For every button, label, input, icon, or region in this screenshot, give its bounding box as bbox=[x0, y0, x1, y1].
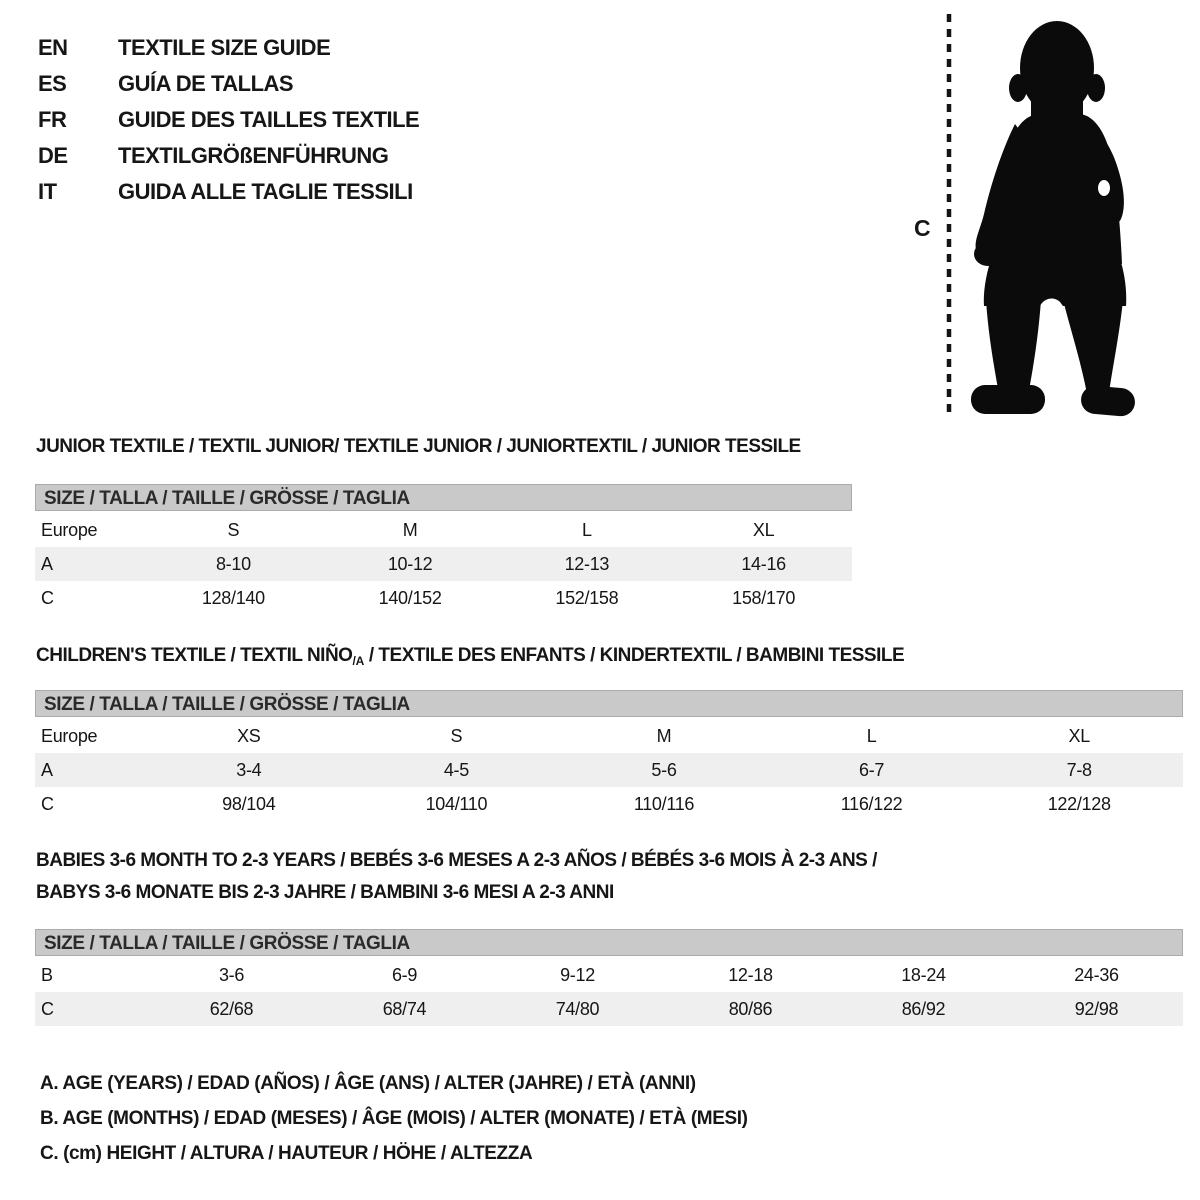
language-row-de bbox=[38, 138, 419, 174]
table-cell: 9-12 bbox=[560, 964, 595, 985]
table-cell: 140/152 bbox=[378, 587, 442, 608]
table-cell: 12-13 bbox=[564, 553, 610, 574]
table-cell: 92/98 bbox=[1074, 998, 1119, 1019]
table-cell: 24-36 bbox=[1074, 964, 1119, 985]
table-cell: 4-5 bbox=[443, 759, 469, 780]
row-label: Europe bbox=[41, 519, 98, 540]
table-cell: 3-4 bbox=[236, 759, 262, 780]
guide-title-es: GUÍA DE TALLAS bbox=[118, 71, 294, 96]
table-cell: 8-10 bbox=[215, 553, 251, 574]
section-title-text: / TEXTILE DES ENFANTS / KINDERTEXTIL / BAMBINI TESSILE bbox=[364, 645, 905, 666]
guide-title-fr: GUIDE DES TAILLES TEXTILE bbox=[118, 107, 420, 132]
table-cell: 104/110 bbox=[425, 793, 488, 814]
table-cell: 7-8 bbox=[1066, 759, 1092, 780]
row-label: B bbox=[41, 964, 53, 985]
table-cell: 6-9 bbox=[391, 964, 418, 985]
table-cell: M bbox=[402, 519, 418, 540]
row-label: Europe bbox=[41, 725, 98, 746]
height-dashed-line bbox=[945, 14, 953, 416]
table-cell: 62/68 bbox=[209, 998, 254, 1019]
language-row-es bbox=[38, 66, 419, 102]
toddler-silhouette-icon bbox=[963, 16, 1138, 421]
table-row-height bbox=[35, 581, 852, 615]
language-code: ES bbox=[38, 71, 67, 96]
section-title-junior bbox=[36, 431, 801, 463]
language-code: DE bbox=[38, 143, 68, 168]
table-cell: 18-24 bbox=[901, 964, 946, 985]
section-title-text: CHILDREN'S TEXTILE / TEXTIL NIÑO bbox=[36, 645, 353, 666]
table-cell: 74/80 bbox=[555, 998, 600, 1019]
table-cell: 158/170 bbox=[732, 587, 796, 608]
size-header-text: SIZE / TALLA / TAILLE / GRÖSSE / TAGLIA bbox=[44, 694, 410, 715]
language-row-fr bbox=[38, 102, 419, 138]
row-label: C bbox=[41, 793, 54, 814]
row-label: C bbox=[41, 587, 54, 608]
language-code: FR bbox=[38, 107, 67, 132]
language-code: EN bbox=[38, 35, 68, 60]
row-label: C bbox=[41, 998, 54, 1019]
size-header-bar-children bbox=[35, 690, 1183, 717]
height-measure-c-label: C bbox=[914, 215, 931, 241]
guide-title-it: GUIDA ALLE TAGLIE TESSILI bbox=[118, 179, 413, 204]
size-header-bar-junior bbox=[35, 484, 852, 511]
table-cell: M bbox=[656, 725, 672, 746]
row-label: A bbox=[41, 759, 53, 780]
size-header-text: SIZE / TALLA / TAILLE / GRÖSSE / TAGLIA bbox=[44, 488, 410, 509]
table-cell: L bbox=[582, 519, 592, 540]
language-title-list bbox=[38, 30, 419, 210]
table-row-europe bbox=[35, 719, 1183, 753]
table-cell: 128/140 bbox=[201, 587, 265, 608]
section-title-babies bbox=[36, 845, 877, 909]
table-row-height bbox=[35, 787, 1183, 821]
section-title-text: BABIES 3-6 MONTH TO 2-3 YEARS / BEBÉS 3-6 MESES A 2-3 AÑOS / BÉBÉS 3-6 MOIS À 2-3 ANS / bbox=[36, 850, 877, 871]
table-cell: 80/86 bbox=[728, 998, 773, 1019]
row-label: A bbox=[41, 553, 53, 574]
table-cell: 3-6 bbox=[218, 964, 245, 985]
table-cell: 110/116 bbox=[633, 793, 695, 814]
table-row-age bbox=[35, 753, 1183, 787]
language-code: IT bbox=[38, 179, 57, 204]
table-cell: XL bbox=[752, 519, 775, 540]
table-cell: 68/74 bbox=[382, 998, 427, 1019]
section-title-children bbox=[36, 640, 904, 673]
size-header-text: SIZE / TALLA / TAILLE / GRÖSSE / TAGLIA bbox=[44, 933, 410, 954]
table-row-age bbox=[35, 547, 852, 581]
legend-line-a: A. AGE (YEARS) / EDAD (AÑOS) / ÂGE (ANS) / ALTER (JAHRE) / ETÀ (ANNI) bbox=[40, 1073, 696, 1094]
legend-line-c: C. (cm) HEIGHT / ALTURA / HAUTEUR / HÖHE / ALTEZZA bbox=[40, 1143, 533, 1164]
size-header-bar-babies bbox=[35, 929, 1183, 956]
guide-title-en: TEXTILE SIZE GUIDE bbox=[118, 35, 331, 60]
table-cell: 86/92 bbox=[901, 998, 946, 1019]
table-cell: 122/128 bbox=[1047, 793, 1111, 814]
language-row-it bbox=[38, 174, 419, 210]
section-title-subscript: /A bbox=[352, 654, 365, 668]
measurement-legend bbox=[40, 1066, 748, 1171]
legend-line-b: B. AGE (MONTHS) / EDAD (MESES) / ÂGE (MOIS) / ALTER (MONATE) / ETÀ (MESI) bbox=[40, 1108, 748, 1129]
table-cell: 12-18 bbox=[728, 964, 773, 985]
table-cell: S bbox=[227, 519, 240, 540]
guide-title-de: TEXTILGRÖßENFÜHRUNG bbox=[118, 143, 389, 168]
table-cell: XS bbox=[237, 725, 261, 746]
size-table-children bbox=[35, 719, 1183, 821]
table-cell: XL bbox=[1068, 725, 1090, 746]
table-cell: 10-12 bbox=[387, 553, 433, 574]
table-cell: 6-7 bbox=[859, 759, 885, 780]
language-row-en bbox=[38, 30, 419, 66]
section-title-text: BABYS 3-6 MONATE BIS 2-3 JAHRE / BAMBINI 3-6 MESI A 2-3 ANNI bbox=[36, 882, 614, 903]
table-cell: 116/122 bbox=[840, 793, 903, 814]
table-row-height bbox=[35, 992, 1183, 1026]
table-cell: 14-16 bbox=[741, 553, 786, 574]
table-cell: S bbox=[450, 725, 463, 746]
size-table-junior bbox=[35, 513, 852, 615]
table-row-age-months bbox=[35, 958, 1183, 992]
size-table-babies bbox=[35, 958, 1183, 1026]
table-cell: L bbox=[866, 725, 877, 746]
table-cell: 152/158 bbox=[555, 587, 619, 608]
table-cell: 98/104 bbox=[222, 793, 276, 814]
section-title-text: JUNIOR TEXTILE / TEXTIL JUNIOR/ TEXTILE JUNIOR / JUNIORTEXTIL / JUNIOR TESSILE bbox=[36, 436, 801, 457]
table-row-europe bbox=[35, 513, 852, 547]
table-cell: 5-6 bbox=[651, 759, 677, 780]
